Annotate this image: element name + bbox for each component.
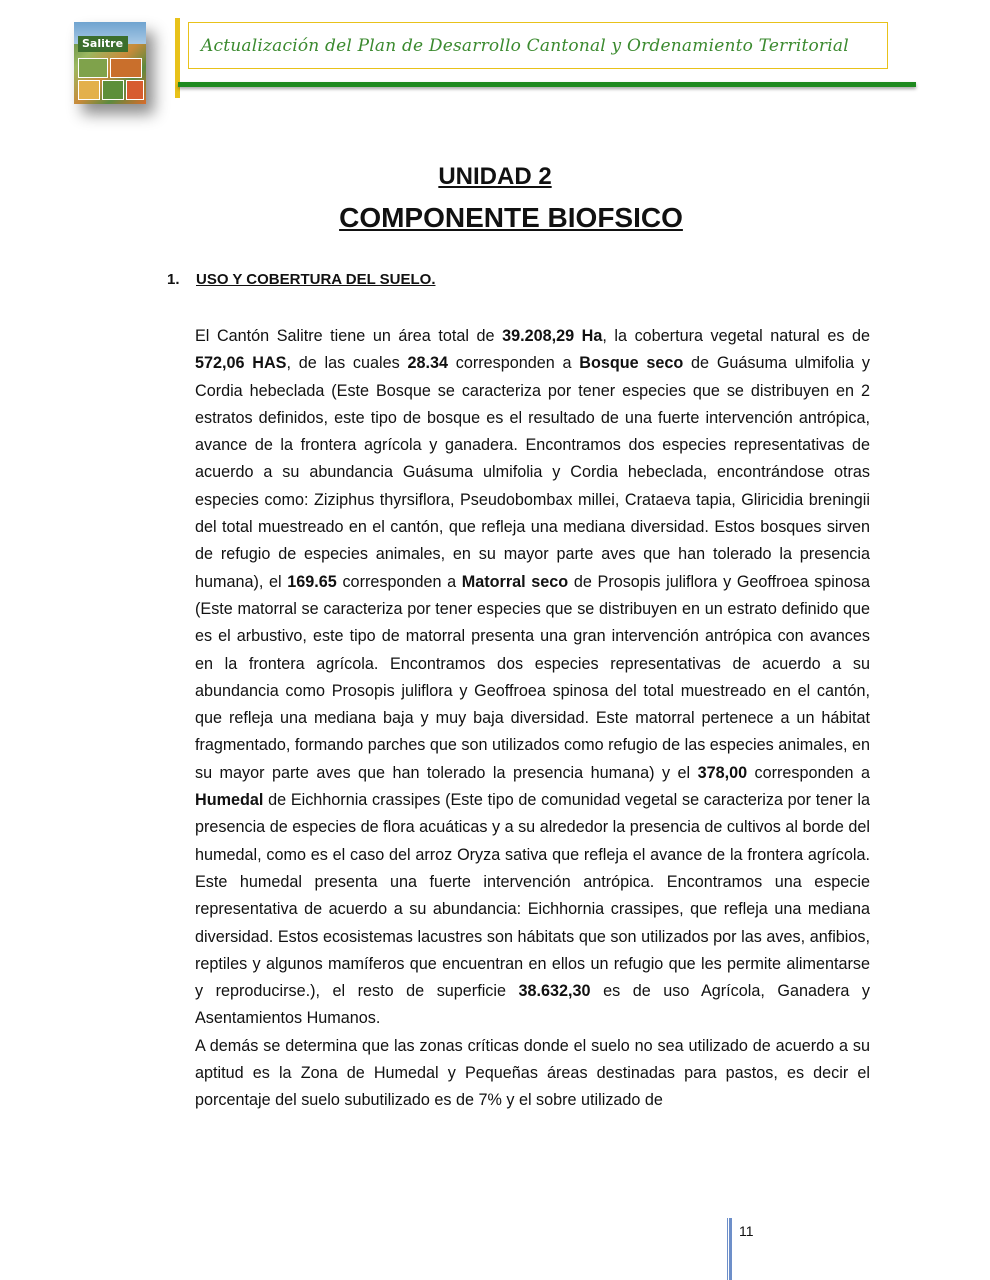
bold-bosque-seco: Bosque seco — [579, 354, 684, 373]
bold-bosque-value: 28.34 — [407, 354, 448, 373]
component-title: COMPONENTE BIOFSICO — [339, 202, 683, 233]
page-number-bar — [727, 1218, 732, 1280]
section-heading — [167, 271, 435, 288]
paragraph-land-cover — [195, 323, 870, 1033]
bold-total-area: 39.208,29 Ha — [502, 327, 603, 345]
bold-matorral-value: 169.65 — [287, 572, 337, 591]
text-run: , de las cuales — [286, 354, 408, 373]
bold-vegetation-cover: 572,06 HAS — [195, 354, 287, 373]
text-run: , la cobertura vegetal natural es de — [602, 327, 871, 345]
text-run: El Cantón Salitre tiene un área total de — [195, 327, 503, 345]
body-text — [195, 323, 870, 1115]
header-title-box — [188, 22, 888, 69]
header-title: Actualización del Plan de Desarrollo Cantonal y Ordenamiento Territorial — [201, 35, 849, 56]
text-run: es de uso Agrícola, Ganadera y Asentamientos Humanos. — [195, 982, 870, 1028]
bold-humedal-value: 378,00 — [697, 763, 748, 782]
bold-matorral-seco: Matorral seco — [461, 572, 569, 591]
logo-photo-tile — [126, 80, 144, 100]
text-run: de Eichhornia crassipes (Este tipo de comunidad vegetal se caracteriza por tener la presencia de especies de flora acuáticas y a su alrededor la presencia de cultivos al borde del humedal, como es el caso del arroz Oryza sativa que refleja el avance de la frontera agrícola. Este humedal presenta una fuerte intervención antrópica. Encontramos una especie representativa de acuerdo a su abundancia: Eichhornia crassipes, que refleja una mediana diversidad. Estos ecosistemas lacustres son hábitats que son utilizados por las aves, anfibios, reptiles y algunos mamíferos que encuentran en ellos un refugio que les permite alimentarse y reproducirse.), el resto de superficie — [195, 791, 870, 1001]
bold-remaining-surface: 38.632,30 — [518, 982, 591, 1001]
paragraph-critical-zones: A demás se determina que las zonas críticas donde el suelo no sea utilizado de acuerdo a su aptitud es la Zona de Humedal y Pequeñas áreas destinadas para pastos, es decir el porcentaje del suelo subutilizado es de 7% y el sobre utilizado de — [195, 1036, 870, 1110]
logo-photo-tile — [78, 80, 100, 100]
logo-photo-tile — [78, 58, 108, 78]
unit-title: UNIDAD 2 — [438, 163, 552, 190]
text-run: corresponden a — [747, 763, 870, 782]
logo-photo-tile — [110, 58, 142, 78]
section-title: USO Y COBERTURA DEL SUELO. — [196, 271, 436, 288]
text-run: corresponden a — [448, 354, 580, 373]
page-number: 11 — [739, 1223, 754, 1239]
bold-humedal: Humedal — [195, 791, 264, 810]
text-run: corresponden a — [336, 572, 462, 591]
section-number: 1. — [167, 271, 180, 288]
logo-label: Salitre — [78, 36, 128, 52]
salitre-logo — [74, 22, 146, 104]
text-run: de Prosopis juliflora y Geoffroea spinosa (Este matorral se caracteriza por tener especies que se distribuyen en un estrato definido que es el arbustivo, este tipo de matorral presenta una gran intervención antrópica con avances en la frontera agrícola. Encontramos dos especies representativas de acuerdo a su abundancia como Prosopis juliflora y Geoffroea spinosa del total muestreado en el cantón, que refleja una mediana baja y muy baja diversidad. Este matorral pertenece a un hábitat fragmentado, formando parches que son utilizados como refugio de las especies animales, en su mayor parte aves que han tolerado la presencia humana) y el — [195, 572, 870, 782]
header-divider — [178, 82, 916, 87]
text-run: de Guásuma ulmifolia y Cordia hebeclada (Este Bosque se caracteriza por tener especies que se distribuyen en 2 estratos definidos, este tipo de bosque es el resultado de una fuerte intervención antrópica, avance de la frontera agrícola y ganadera. Encontramos dos especies representativas de acuerdo a su abundancia Guásuma ulmifolia y Cordia hebeclada, encontrándose otras especies como: Ziziphus thyrsiflora, Pseudobombax millei, Crataeva tapia, Gliricidia breningii del total muestreado en el cantón, que refleja una mediana diversidad. Estos bosques sirven de refugio de especies animales, en su mayor parte aves que han tolerado la presencia humana), el — [195, 354, 870, 591]
logo-photo-tile — [102, 80, 124, 100]
